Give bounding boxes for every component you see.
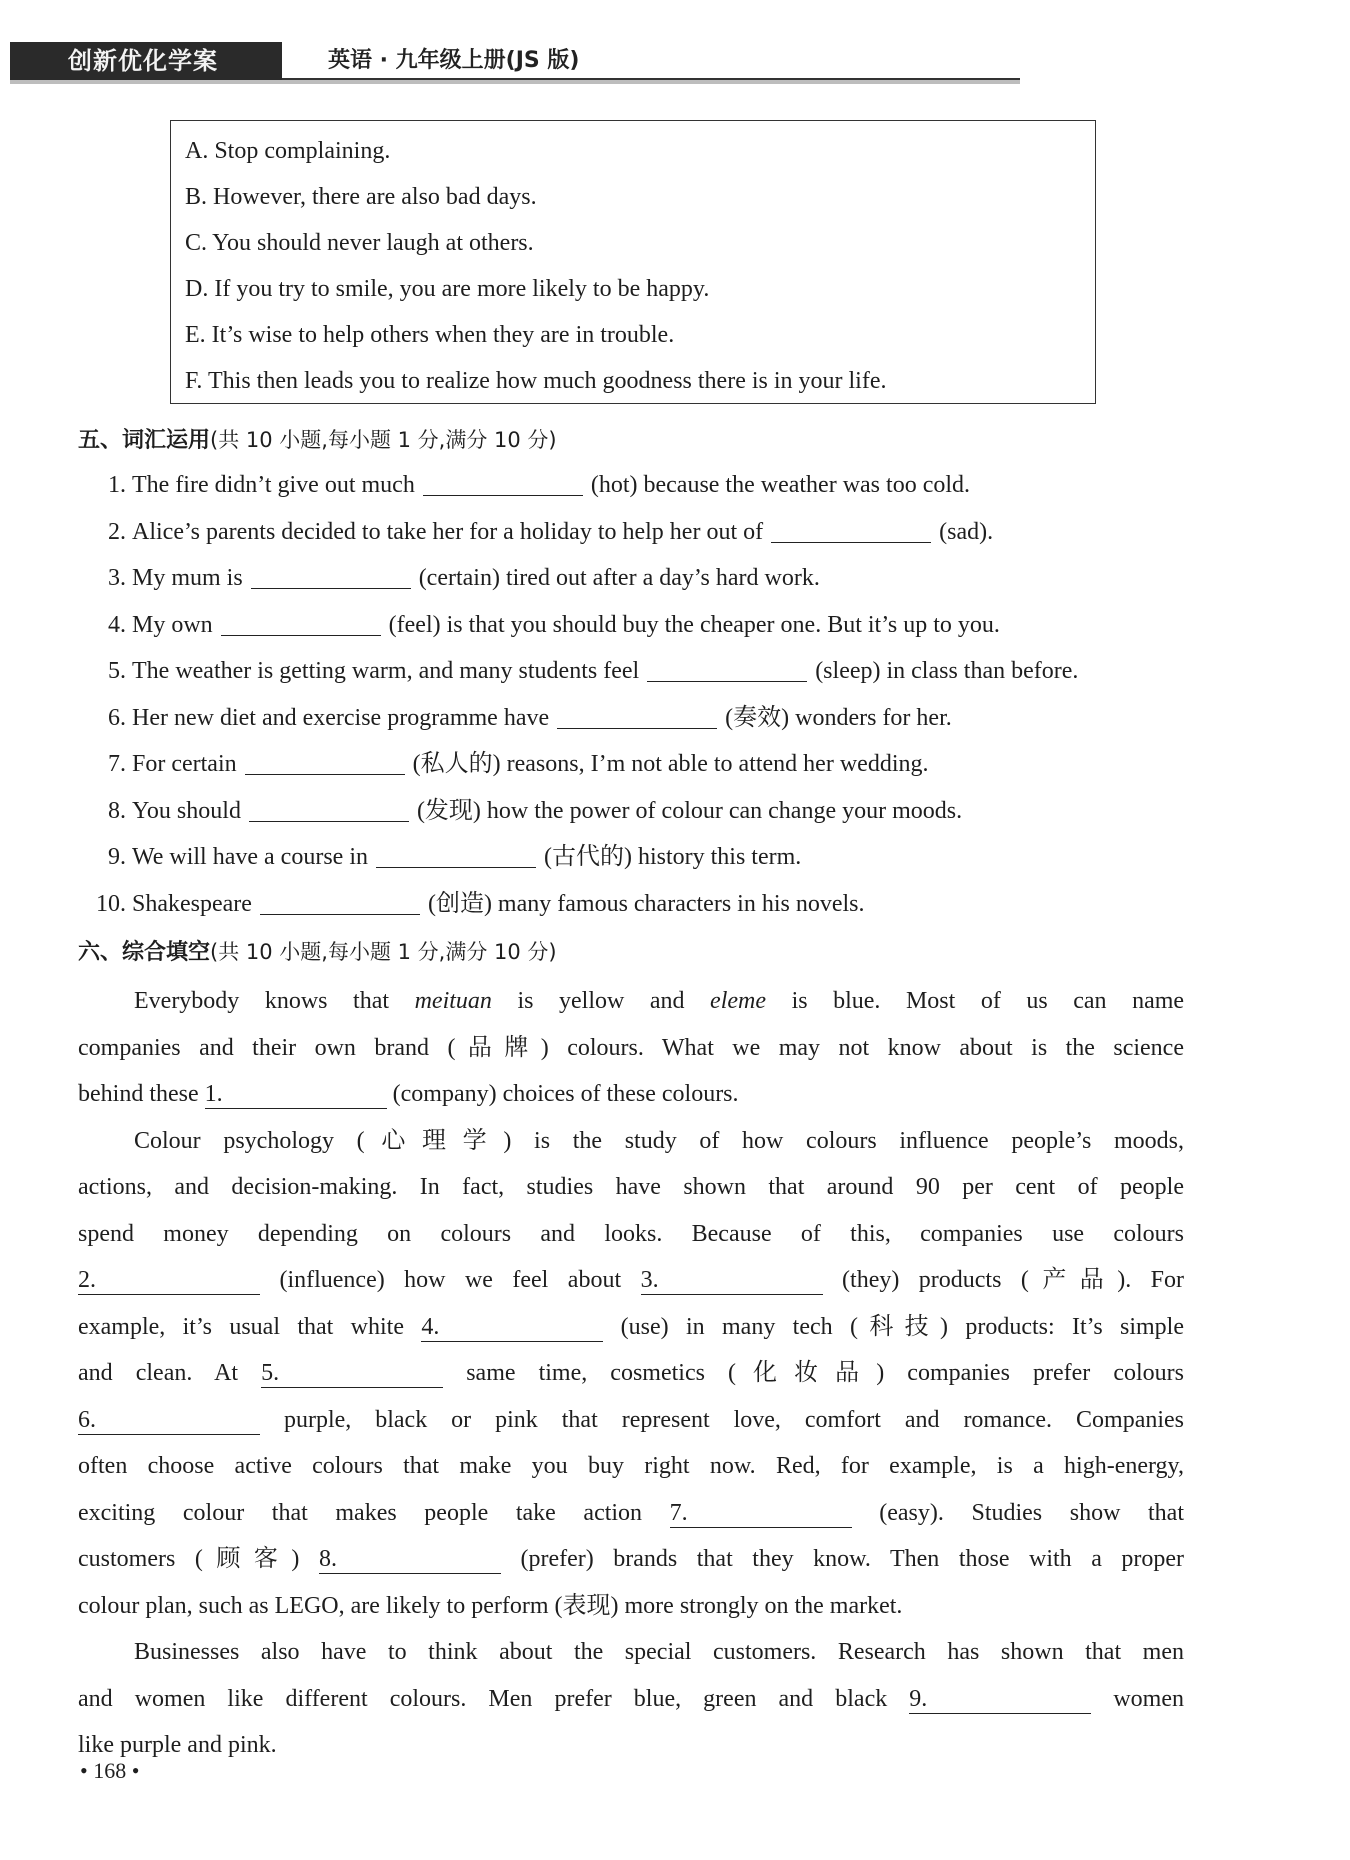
item-text: We will have a course in [132,844,368,870]
passage-line [78,1397,1184,1444]
answer-blank-7[interactable] [670,1499,852,1528]
item-text: Alice’s parents decided to take her for a holiday to help her out of [132,518,764,545]
item-text: (发现) how the power of colour can change your moods. [416,797,963,824]
item-text: (古代的) history this term. [543,844,802,870]
answer-blank[interactable] [423,471,583,496]
item-text: For certain [132,751,237,777]
answer-blank[interactable] [249,797,409,822]
item-text: (sad). [939,518,994,545]
passage-line: like purple and pink. [78,1732,277,1758]
passage-line [78,1071,1184,1118]
option-e: E. It’s wise to help others when they are in trouble. [185,322,675,348]
blank-number: 3. [640,1267,659,1293]
item-text: (certain) tired out after a day’s hard work. [418,565,820,591]
item-number: 3. [108,565,126,591]
answer-blank[interactable] [771,518,931,543]
passage-line [78,978,1184,1025]
passage-line: often choose active colours that make you buy right now. Red, for example, is a high-energy, [78,1453,1184,1479]
item-text: (创造) many famous characters in his novels. [427,890,865,917]
item-number: 5. [108,658,126,684]
answer-blank[interactable] [647,657,807,682]
brand-logo: 创新优化学案 [10,42,282,80]
text: behind these [78,1081,199,1107]
vocab-item [78,741,1198,788]
passage-line: colour plan, such as LEGO, are likely to perform (表现) more strongly on the market. [78,1592,903,1619]
passage-line [78,1304,1184,1351]
item-text: The weather is getting warm, and many students feel [132,658,640,684]
item-number: 1. [108,472,126,498]
blank-number: 8. [318,1546,337,1572]
answer-blank-1[interactable] [205,1080,387,1109]
blank-number: 5. [261,1360,280,1386]
options-box [170,120,1096,404]
answer-blank-4[interactable] [421,1313,603,1342]
item-text: (sleep) in class than before. [815,658,1079,684]
answer-blank[interactable] [260,890,420,915]
passage-line [78,1490,1184,1537]
item-number: 6. [108,704,126,731]
vocab-item [78,695,1198,742]
passage-line [78,1350,1184,1397]
item-text: Shakespeare [132,890,252,917]
vocabulary-list [78,462,1198,927]
text: is yellow and [517,988,685,1014]
text: women [1113,1685,1184,1712]
answer-blank-2[interactable] [78,1266,260,1295]
section-6-note: (共 10 小题,每小题 1 分,满分 10 分) [210,940,557,964]
blank-number: 2. [78,1267,96,1293]
text: customers (顾客) [78,1546,300,1572]
answer-blank-6[interactable] [78,1406,260,1435]
answer-blank[interactable] [376,843,536,868]
section-5-title [78,420,557,461]
item-text: (feel) is that you should buy the cheaper one. But it’s up to you. [388,611,1000,638]
text: exciting colour that makes people take action [78,1499,643,1526]
item-text: You should [132,797,241,824]
option-d: D. If you try to smile, you are more likely to be happy. [185,276,710,302]
passage-line: Colour psychology (心理学) is the study of how colours influence people’s moods, [134,1127,1184,1154]
passage-line [78,1257,1184,1304]
text: (prefer) brands that they know. Then those with a proper [520,1546,1185,1572]
section-5-note: (共 10 小题,每小题 1 分,满分 10 分) [210,428,557,452]
answer-blank[interactable] [221,611,381,636]
text: example, it’s usual that white [78,1313,404,1340]
answer-blank[interactable] [557,704,717,729]
item-text: My mum is [132,565,243,591]
answer-blank[interactable] [245,750,405,775]
vocab-item [78,555,1198,602]
text: is blue. Most of us can name [791,988,1185,1014]
brand-name: eleme [710,988,767,1014]
option-a: A. Stop complaining. [185,138,391,164]
blank-number: 4. [421,1313,440,1340]
answer-blank-5[interactable] [261,1359,443,1388]
item-number: 8. [108,797,126,824]
vocab-item [78,462,1198,509]
item-text: The fire didn’t give out much [132,472,415,498]
blank-number: 7. [669,1499,688,1526]
answer-blank-9[interactable] [909,1685,1091,1714]
answer-blank-8[interactable] [319,1545,501,1574]
text: (influence) how we feel about [279,1267,622,1293]
option-f: F. This then leads you to realize how much goodness there is in your life. [185,368,887,394]
blank-number: 1. [204,1081,223,1107]
text: (easy). Studies show that [879,1499,1184,1526]
text: Everybody knows that [134,988,390,1014]
item-text: (hot) because the weather was too cold. [590,472,971,498]
answer-blank-3[interactable] [641,1266,823,1295]
item-number: 9. [108,844,126,870]
blank-number: 6. [78,1406,96,1433]
vocab-item [78,834,1198,881]
option-c: C. You should never laugh at others. [185,230,534,256]
cloze-passage [78,978,1184,1769]
text: same time, cosmetics (化妆品) companies prefer colours [466,1360,1184,1386]
item-text: (奏效) wonders for her. [725,704,952,731]
item-number: 4. [108,611,126,638]
passage-line: actions, and decision-making. In fact, studies have shown that around 90 per cent of people [78,1174,1184,1200]
text: purple, black or pink that represent love, comfort and romance. Companies [283,1406,1185,1433]
text: and clean. At [78,1360,239,1386]
section-6-heading: 六、综合填空 [78,940,211,965]
option-b: B. However, there are also bad days. [185,184,537,210]
text: (they) products (产品). For [842,1267,1185,1293]
book-title: 英语 · 九年级上册(JS 版) [328,48,580,73]
section-5-heading: 五、词汇运用 [78,428,211,453]
passage-line: spend money depending on colours and looks. Because of this, companies use colours [78,1220,1184,1247]
item-number: 10. [96,890,126,917]
header-shade [10,80,1020,84]
item-text: Her new diet and exercise programme have [132,704,550,731]
item-number: 2. [108,518,126,545]
vocab-item [78,509,1198,556]
text: (use) in many tech (科技) products: It’s simple [620,1313,1185,1340]
vocab-item [78,602,1198,649]
passage-line: Businesses also have to think about the special customers. Research has shown that men [134,1639,1184,1665]
brand-name: meituan [414,988,492,1014]
vocab-item [78,648,1198,695]
vocab-item [78,788,1198,835]
passage-line: companies and their own brand (品牌) colours. What we may not know about is the science [78,1034,1184,1061]
page-number: • 168 • [80,1758,140,1783]
item-text: My own [132,611,213,638]
blank-number: 9. [909,1685,928,1712]
text: and women like different colours. Men prefer blue, green and black [78,1685,888,1712]
item-number: 7. [108,751,126,777]
page-header [10,38,1020,84]
answer-blank[interactable] [251,564,411,589]
passage-line [78,1536,1184,1583]
passage-line [78,1676,1184,1723]
vocab-item [78,881,1198,928]
section-6-title [78,932,557,973]
item-text: (私人的) reasons, I’m not able to attend her wedding. [412,751,929,777]
text: (company) choices of these colours. [392,1081,739,1107]
